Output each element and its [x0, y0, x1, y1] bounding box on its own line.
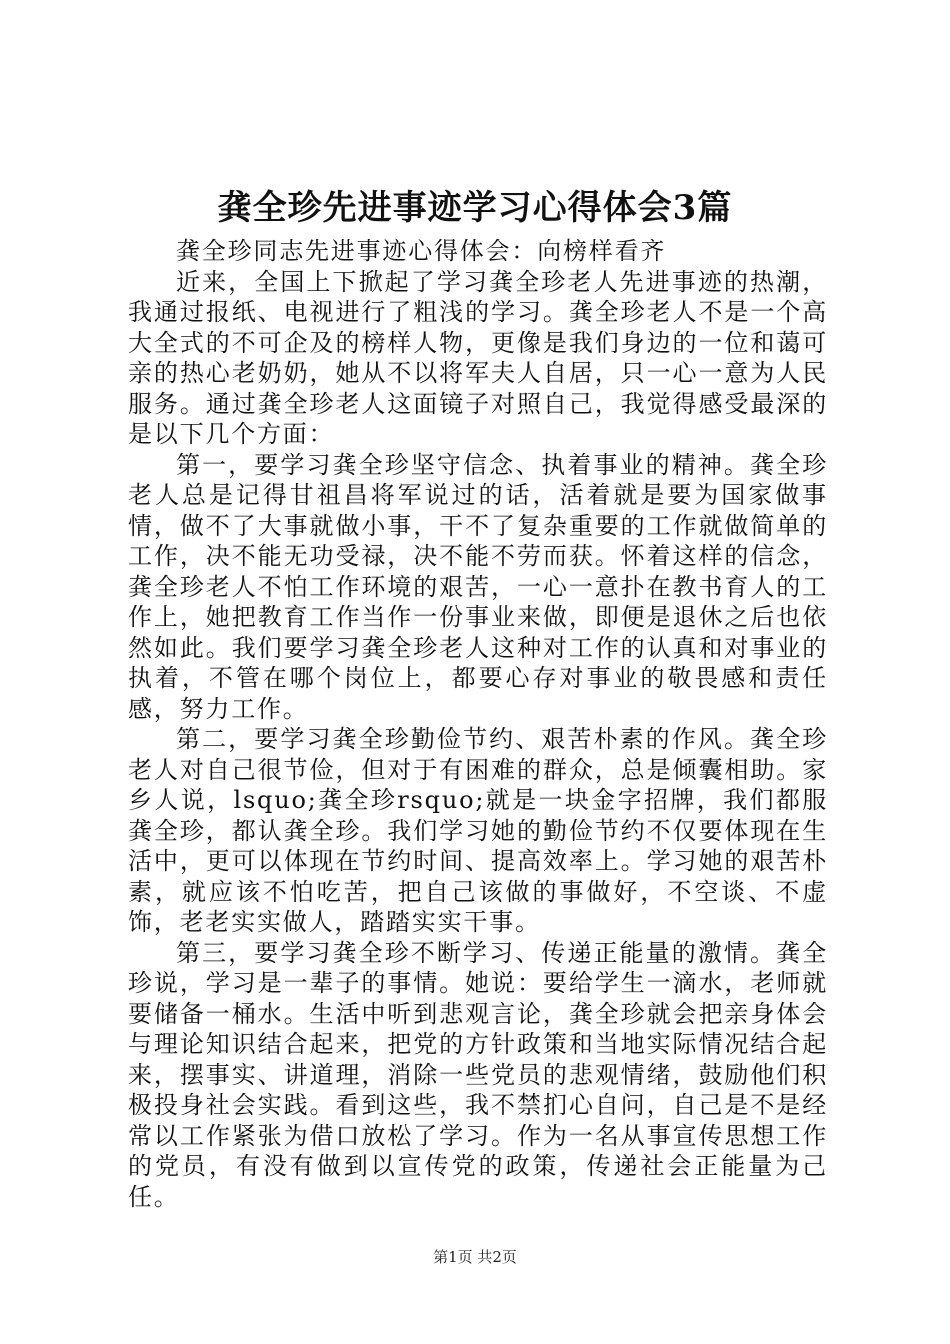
paragraph-third: 第三，要学习龚全珍不断学习、传递正能量的激情。龚全珍说，学习是一辈子的事情。她说：要给学生一滴水，老师就要储备一桶水。生活中听到悲观言论，龚全珍就会把亲身体会与理论知识结合起来，把党的方针政策和当地实际情况结合起来，摆事实、讲道理，消除一些党员的悲观情绪，鼓励他们积极投身社会实践。看到这些，我不禁扪心自问，自己是不是经常以工作紧张为借口放松了学习。作为一名从事宣传思想工作的党员，有没有做到以宣传党的政策，传递社会正能量为己任。	[128, 938, 828, 1211]
paragraph-intro: 近来，全国上下掀起了学习龚全珍老人先进事迹的热潮，我通过报纸、电视进行了粗浅的学习。龚全珍老人不是一个高大全式的不可企及的榜样人物，更像是我们身边的一位和蔼可亲的热心老奶奶，她从不以将军夫人自居，只一心一意为人民服务。通过龚全珍老人这面镜子对照自己，我觉得感受最深的是以下几个方面：	[128, 267, 828, 448]
page-footer: 第1页 共2页	[433, 1248, 517, 1266]
paragraph-subtitle: 龚全珍同志先进事迹心得体会：向榜样看齐	[176, 237, 667, 265]
paragraph-first: 第一，要学习龚全珍坚守信念、执着事业的精神。龚全珍老人总是记得甘祖昌将军说过的话，活着就是要为国家做事情，做不了大事就做小事，干不了复杂重要的工作就做简单的工作，决不能无功受禄，决不能不劳而获。怀着这样的信念，龚全珍老人不怕工作环境的艰苦，一心一意扑在教书育人的工作上，她把教育工作当作一份事业来做，即便是退休之后也依然如此。我们要学习龚全珍老人这种对工作的认真和对事业的执着，不管在哪个岗位上，都要心存对事业的敬畏感和责任感，努力工作。	[128, 450, 828, 723]
document-body	[128, 236, 828, 1212]
paragraph-second: 第二，要学习龚全珍勤俭节约、艰苦朴素的作风。龚全珍老人对自己很节俭，但对于有困难的群众，总是倾囊相助。家乡人说，lsquo;龚全珍rsquo;就是一块金字招牌，我们都服龚全珍，都认龚全珍。我们学习她的勤俭节约不仅要体现在生活中，更可以体现在节约时间、提高效率上。学习她的艰苦朴素，就应该不怕吃苦，把自己该做的事做好，不空谈、不虚饰，老老实实做人，踏踏实实干事。	[128, 725, 828, 936]
document-title: 龚全珍先进事迹学习心得体会3篇	[217, 188, 733, 228]
